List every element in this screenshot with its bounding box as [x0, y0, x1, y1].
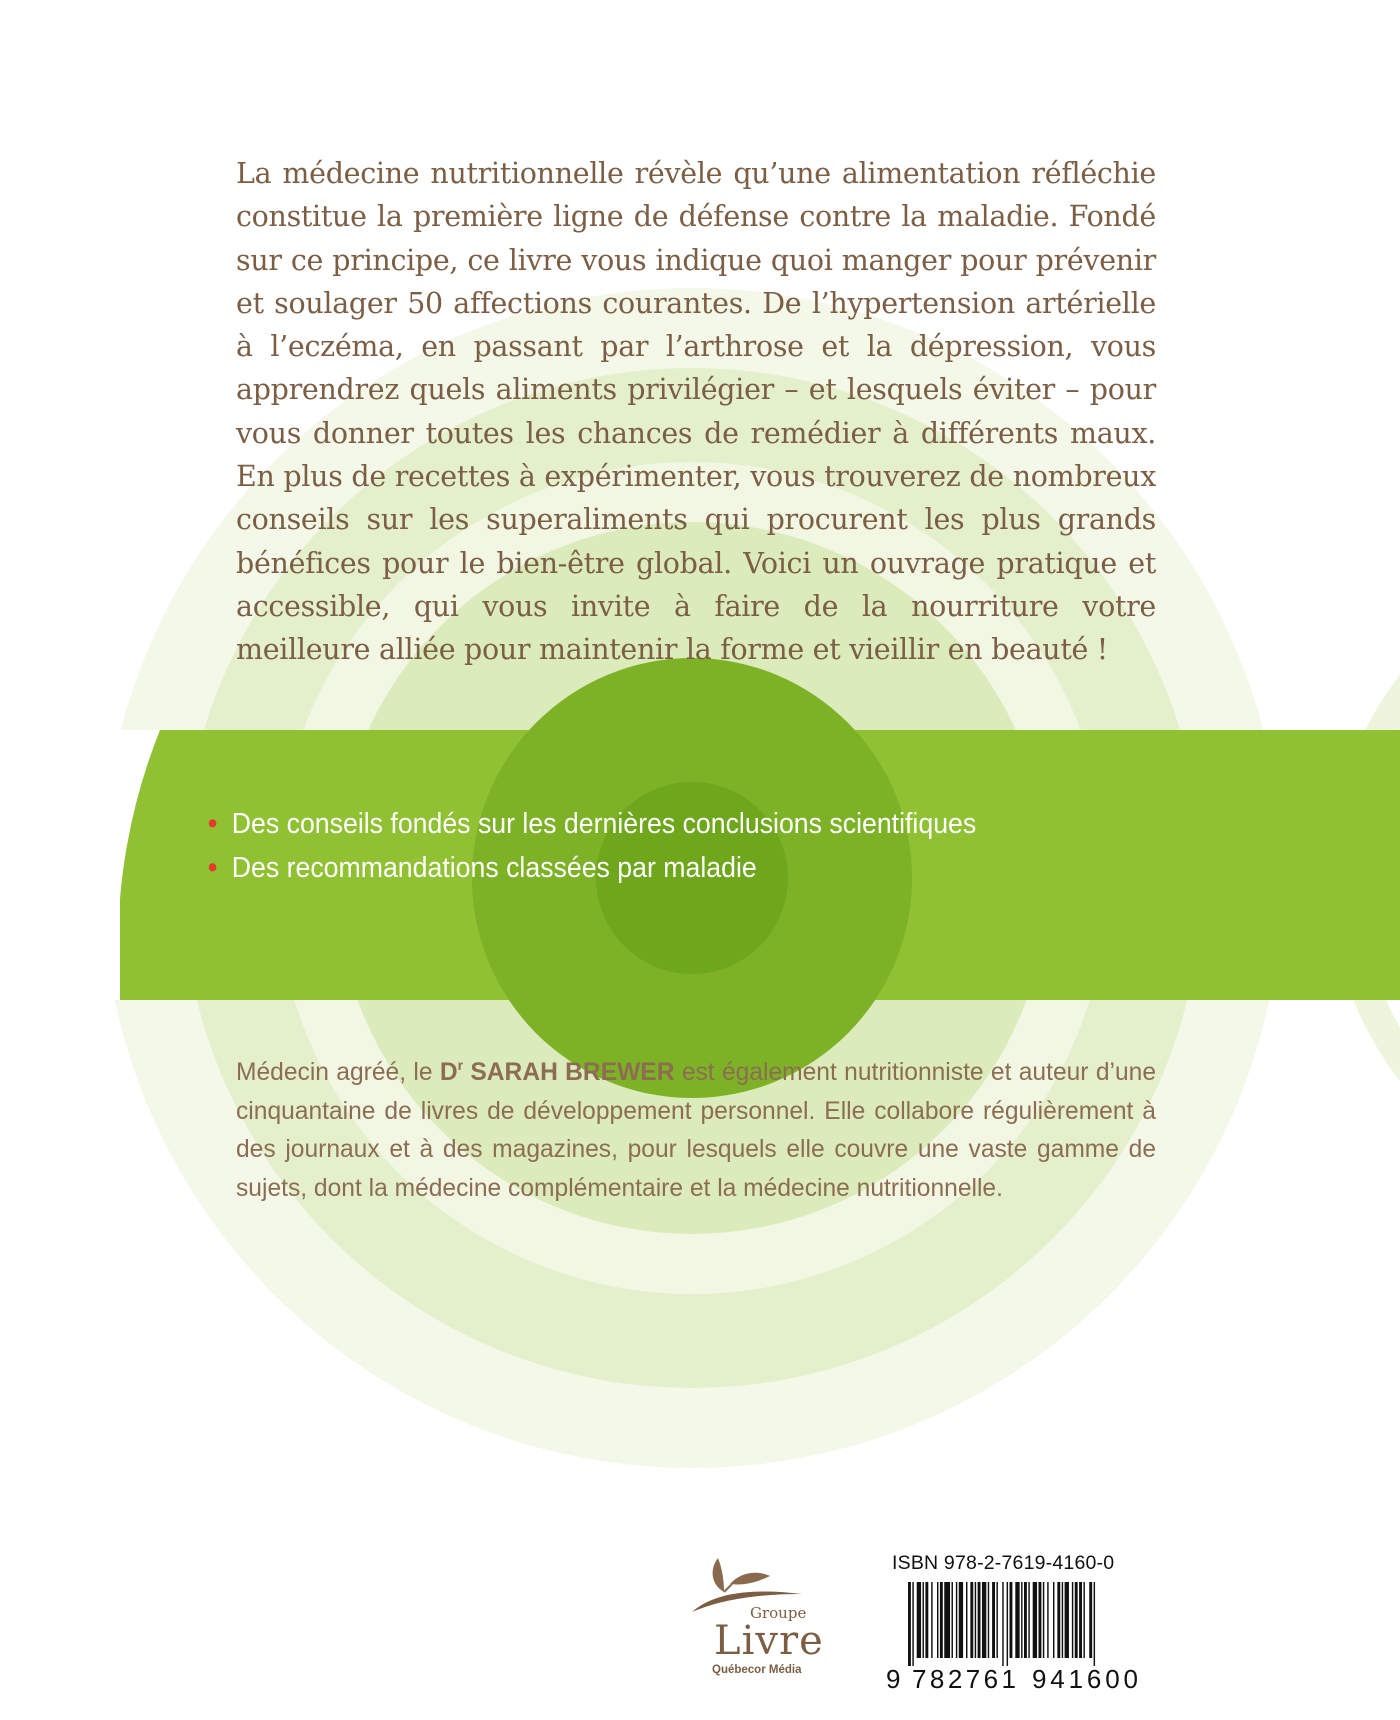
bullet-icon: •	[207, 852, 218, 884]
barcode-bar	[1033, 1582, 1037, 1658]
barcode-bar	[1002, 1582, 1003, 1666]
barcode-bar	[1047, 1582, 1048, 1658]
barcode-bar	[917, 1582, 921, 1658]
barcode-bar	[1057, 1582, 1060, 1658]
barcode-bar	[1028, 1582, 1029, 1658]
barcode-first-digit: 9	[886, 1664, 901, 1692]
publisher-livre: Livre	[714, 1618, 824, 1664]
barcode-bar	[1021, 1582, 1022, 1658]
highlight-item	[206, 846, 1126, 890]
barcode-bar	[982, 1582, 986, 1658]
isbn-barcode	[868, 1548, 1162, 1698]
highlight-text: Des recommandations classées par maladie	[231, 852, 757, 884]
green-band-left-fade	[0, 730, 120, 1000]
barcode-bars	[886, 1582, 1156, 1692]
barcode-right-digits: 941600	[1032, 1664, 1138, 1692]
barcode-bar	[1039, 1582, 1042, 1658]
barcode-bar	[959, 1582, 963, 1658]
isbn-label: ISBN 978-2-7619-4160-0	[892, 1552, 1115, 1574]
barcode-bar	[1062, 1582, 1063, 1658]
author-name	[440, 1059, 675, 1086]
highlights-list	[206, 802, 1126, 890]
barcode-bar	[908, 1582, 911, 1666]
barcode-bar	[1007, 1582, 1008, 1666]
back-cover-blurb: La médecine nutritionnelle révèle qu’une alimentation réfléchie constitue la première ligne de défense contre la maladie. Fondé sur ce principe, ce livre vous indique quoi manger pour prévenir et soulager 50 affections courantes. De l’hypertension artérielle à l’eczéma, en passant par l’arthrose et la dépression, vous apprendrez quels aliments privilégier – et lesquels éviter – pour vous donner toutes les chances de remédier à différents maux. En plus de recettes à expérimenter, vous trouverez de nombreux conseils sur les superaliments qui procurent les plus grands bénéfices pour le bien-être global. Voici un ouvrage pratique et accessible, qui vous invite à faire de la nourriture votre meilleure alliée pour maintenir la forme et vieillir en beauté !	[236, 157, 1156, 667]
barcode-bar	[952, 1582, 953, 1658]
barcode-bar	[1089, 1582, 1092, 1658]
barcode-bar	[1079, 1582, 1082, 1658]
author-title-sup: r	[457, 1057, 464, 1073]
barcode-bar	[931, 1582, 932, 1658]
barcode-bar	[1053, 1582, 1054, 1658]
highlight-item	[206, 802, 1126, 846]
barcode-bar	[996, 1582, 997, 1658]
barcode-bar	[1043, 1582, 1044, 1658]
barcode-bar	[956, 1582, 957, 1658]
publisher-subtitle: Québecor Média	[712, 1664, 802, 1676]
barcode-bar	[1065, 1582, 1069, 1658]
barcode-bar	[988, 1582, 989, 1658]
barcode-bar	[940, 1582, 943, 1658]
barcode-bar	[937, 1582, 938, 1658]
barcode-bar	[992, 1582, 995, 1658]
barcode-bar	[925, 1582, 928, 1658]
publisher-groupe: Groupe	[750, 1604, 807, 1622]
bio-intro: Médecin agréé, le	[236, 1059, 440, 1086]
barcode-bar	[1015, 1582, 1019, 1658]
bullet-icon: •	[207, 808, 218, 840]
barcode-bar	[978, 1582, 981, 1658]
barcode-bar	[912, 1582, 913, 1666]
author-bio	[236, 1046, 1156, 1208]
author-name-text: SARAH BREWER	[463, 1059, 675, 1086]
barcode-bar	[1072, 1582, 1073, 1658]
barcode-bar	[1094, 1582, 1095, 1666]
barcode-bar	[944, 1582, 950, 1658]
barcode-bar	[1024, 1582, 1027, 1658]
author-title: D	[439, 1059, 458, 1086]
barcode-left-digits: 782761	[912, 1664, 1016, 1692]
barcode-bar	[966, 1582, 967, 1658]
barcode-bar	[975, 1582, 976, 1658]
barcode-bar	[970, 1582, 973, 1658]
barcode-bar	[1075, 1582, 1078, 1658]
bio-text: est également nutritionniste et auteur d’une cinquantaine de livres de développement personnel. Elle collabore régulièrement à des journaux et à des magazines, pour lesquels elle couvre une vaste gamme de sujets, dont la médecine complémentaire et la médecine nutritionnelle.	[236, 1059, 1156, 1202]
highlight-text: Des conseils fondés sur les dernières conclusions scientifiques	[231, 808, 977, 840]
barcode-bar	[923, 1582, 924, 1658]
barcode-bar	[1083, 1582, 1084, 1658]
publisher-logo	[684, 1548, 834, 1678]
barcode-bar	[1010, 1582, 1013, 1658]
